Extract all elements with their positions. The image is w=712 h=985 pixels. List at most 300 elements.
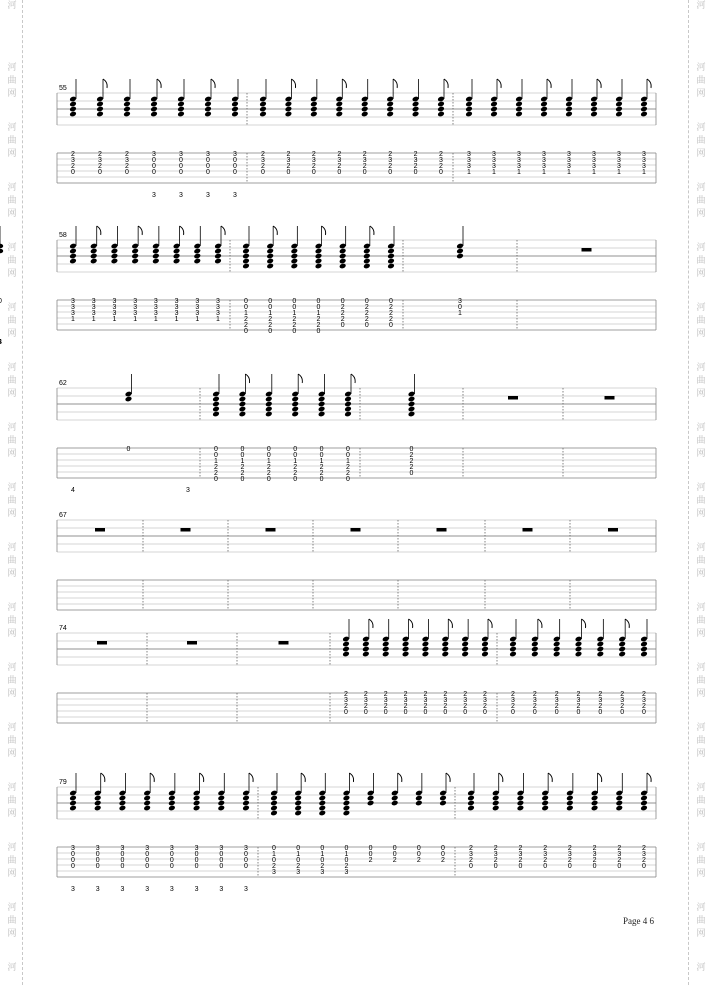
note-head (387, 253, 395, 260)
tab-number: 0 (363, 709, 368, 716)
note-head (415, 800, 423, 807)
note-head (168, 800, 176, 807)
watermark-char: 曲 (7, 796, 17, 806)
note-head (239, 401, 247, 408)
tab-number: 0 (95, 857, 100, 864)
tab-number: 3 (467, 157, 471, 164)
tab-number: 2 (554, 691, 559, 698)
note-head (402, 646, 410, 653)
tab-number: 0 (319, 446, 324, 453)
tab-number: 0 (344, 857, 349, 864)
note-head (239, 396, 247, 403)
tab-number: 3 (261, 157, 265, 164)
tab-number: 3 (493, 851, 498, 858)
chord (618, 619, 629, 716)
measure (69, 79, 239, 199)
watermark-char: 曲 (7, 856, 17, 866)
tab-number: 0 (120, 863, 125, 870)
chord (422, 619, 430, 716)
tab-number: 2 (642, 857, 646, 864)
tab-number: 3 (153, 304, 158, 311)
tab-number: 2 (293, 470, 298, 477)
note-head (640, 795, 648, 802)
watermark-char: 网 (7, 389, 17, 399)
note-head (408, 396, 416, 403)
tab-number: 0 (293, 476, 298, 483)
measure (508, 396, 518, 400)
tab-number: 1 (292, 310, 297, 317)
note-head (94, 805, 102, 812)
watermark-char: 曲 (7, 436, 17, 446)
measure (69, 773, 253, 893)
note-head (540, 106, 548, 113)
note-head (618, 646, 626, 653)
note-head (315, 258, 323, 265)
whole-rest (187, 641, 197, 645)
note-flag (393, 79, 397, 88)
chord (575, 619, 586, 716)
tab-number: 0 (219, 863, 224, 870)
tab-number: 3 (517, 163, 521, 170)
tab-number: 3 (152, 151, 156, 158)
watermark-char: 网 (7, 569, 17, 579)
tab-number: 3 (592, 163, 596, 170)
tab-number: 2 (286, 151, 291, 158)
note-head (168, 805, 176, 812)
note-head (361, 101, 369, 108)
system-55 (57, 79, 656, 199)
note-head (515, 101, 523, 108)
note-head (509, 646, 517, 653)
watermark-char: 曲 (696, 76, 706, 86)
tab-number: 0 (145, 863, 150, 870)
note-head (490, 101, 498, 108)
note-head (217, 800, 225, 807)
page-number: Page 4 6 (623, 916, 654, 926)
note-head (242, 248, 250, 255)
watermark-char: 河 (7, 183, 17, 193)
tab-number: 0 (244, 304, 248, 311)
whole-rest (95, 528, 105, 532)
tab-number: 3 (112, 310, 117, 317)
note-head (615, 101, 623, 108)
tab-number (0, 298, 2, 305)
note-head (367, 795, 375, 802)
note-head (193, 253, 201, 260)
note-head (291, 248, 299, 255)
watermark-char: 河 (7, 603, 17, 613)
tab-number: 0 (71, 851, 75, 858)
note-head (362, 651, 370, 658)
tab-number: 0 (244, 863, 248, 870)
watermark-char: 河 (7, 783, 17, 793)
watermark-char: 曲 (7, 676, 17, 686)
note-flag (409, 619, 413, 628)
tab-number: 0 (268, 304, 273, 311)
note-head (204, 106, 212, 113)
tab-number: 2 (320, 863, 325, 870)
note-head (315, 253, 323, 260)
note-head (96, 101, 104, 108)
tab-number: 2 (389, 310, 393, 317)
note-flag (351, 374, 355, 383)
watermark-char: 曲 (696, 796, 706, 806)
measure (437, 528, 447, 532)
tab-number: 1 (492, 169, 496, 176)
watermark-char: 河 (7, 663, 17, 673)
note-head (242, 795, 250, 802)
note-head (382, 651, 390, 658)
tab-number: 2 (368, 857, 373, 864)
tab-number: 3 (517, 157, 521, 164)
tab-number: 3 (206, 151, 210, 158)
tab-number: 0 (392, 851, 397, 858)
tab-number: 2 (543, 845, 548, 852)
tab-number: 3 (337, 157, 342, 164)
chord (565, 79, 573, 176)
tab-number: 2 (344, 691, 348, 698)
tab-number: 2 (337, 151, 342, 158)
tab-number: 2 (576, 691, 581, 698)
watermark-char: 河 (7, 423, 17, 433)
tab-number: 0 (126, 446, 131, 453)
tab-number: 0 (311, 169, 316, 176)
watermark-char: 网 (7, 809, 17, 819)
note-head (590, 101, 598, 108)
tab-number: 1 (214, 458, 218, 465)
tab-number: 3 (617, 157, 621, 164)
tab-number: 0 (206, 157, 210, 164)
bass-note-number: 3 (206, 192, 210, 199)
tab-number: 1 (296, 851, 301, 858)
note-head (69, 805, 77, 812)
note-head (441, 641, 449, 648)
tab-number: 0 (389, 298, 393, 305)
chord (239, 374, 250, 483)
tab-number: 3 (125, 157, 129, 164)
chord (212, 374, 220, 483)
note-head (177, 106, 185, 113)
note-head (363, 248, 371, 255)
watermark-char: 曲 (696, 856, 706, 866)
note-head (168, 795, 176, 802)
watermark-char: 网 (696, 149, 706, 159)
watermark-char: 河 (696, 1, 706, 11)
watermark-char: 河 (7, 843, 17, 853)
note-head (242, 258, 250, 265)
tab-number: 0 (293, 446, 298, 453)
tab-number: 1 (458, 310, 462, 317)
note-flag (448, 619, 452, 628)
note-flag (150, 773, 154, 782)
note-head (590, 106, 598, 113)
watermark-char: 曲 (696, 376, 706, 386)
tab-number: 3 (492, 151, 496, 158)
tab-number: 2 (311, 163, 316, 170)
system-67 (57, 512, 656, 610)
watermark-char: 河 (7, 903, 17, 913)
note-head (265, 396, 273, 403)
tab-number: 0 (206, 169, 210, 176)
tab-number: 2 (463, 703, 468, 710)
chord (492, 773, 503, 870)
watermark-char: 网 (696, 809, 706, 819)
tab-number: 2 (493, 857, 498, 864)
tab-number: 3 (403, 697, 408, 704)
note-head (492, 805, 500, 812)
note-head (422, 646, 430, 653)
tab-number: 0 (368, 851, 373, 858)
note-head (315, 248, 323, 255)
chord (291, 374, 302, 483)
note-head (412, 101, 420, 108)
note-head (69, 795, 77, 802)
note-head (363, 258, 371, 265)
note-head (615, 800, 623, 807)
note-head (640, 800, 648, 807)
chord (204, 79, 215, 176)
note-head (212, 396, 220, 403)
tab-number: 2 (554, 703, 559, 710)
note-head (143, 795, 151, 802)
note-flag (342, 79, 346, 88)
tab-number: 3 (153, 298, 158, 305)
note-head (422, 641, 430, 648)
note-head (335, 111, 343, 118)
tab-number: 2 (293, 464, 298, 471)
tab-number: 0 (364, 322, 369, 329)
tab-number: 0 (346, 476, 350, 483)
note-head (259, 101, 267, 108)
tab-number: 2 (443, 691, 448, 698)
tab-number: 3 (344, 869, 349, 876)
tab-number: 2 (439, 163, 443, 170)
tab-number: 3 (554, 697, 559, 704)
tab-number: 2 (362, 163, 367, 170)
tab-number: 0 (169, 851, 174, 858)
watermark-char: 网 (696, 569, 706, 579)
note-head (291, 258, 299, 265)
tab-number: 3 (413, 157, 418, 164)
tab-number: 3 (216, 304, 220, 311)
note-flag (349, 773, 353, 782)
tab-number: 1 (71, 316, 75, 323)
chord (441, 619, 452, 716)
tab-number: 0 (458, 304, 462, 311)
chord (94, 773, 105, 870)
tab-number: 2 (511, 691, 515, 698)
note-head (342, 641, 350, 648)
tab-number: 0 (219, 851, 224, 858)
chord (615, 773, 623, 870)
chord (123, 79, 131, 176)
measure-number: 62 (59, 380, 67, 387)
tab-number: 0 (567, 863, 572, 870)
tab-number: 3 (71, 157, 75, 164)
note-head (259, 111, 267, 118)
note-head (640, 646, 648, 653)
tab-number: 2 (441, 857, 445, 864)
tab-number: 0 (346, 452, 350, 459)
note-head (96, 106, 104, 113)
tab-number: 2 (388, 163, 393, 170)
tab-number: 2 (469, 857, 473, 864)
note-head (566, 805, 574, 812)
note-head (615, 805, 623, 812)
chord (387, 226, 395, 329)
whole-rest (605, 396, 615, 400)
watermark-char: 曲 (696, 436, 706, 446)
tab-number: 3 (320, 869, 325, 876)
note-head (318, 401, 326, 408)
measure (605, 396, 615, 400)
tab-number: 3 (423, 697, 428, 704)
tab-number: 0 (320, 857, 325, 864)
whole-rest (582, 248, 592, 252)
tab-number: 0 (261, 169, 265, 176)
tab-number: 2 (272, 863, 276, 870)
tab-number: 0 (441, 851, 445, 858)
tab-number: 0 (642, 863, 646, 870)
tab-number: 0 (120, 857, 125, 864)
tab-number: 2 (598, 703, 603, 710)
tab-number: 1 (319, 458, 324, 465)
measure (0, 226, 3, 346)
tab-number: 3 (91, 304, 96, 311)
tab-number: 2 (71, 163, 75, 170)
measure-number: 55 (59, 85, 67, 92)
note-head (204, 101, 212, 108)
measure (187, 641, 197, 645)
note-head (69, 101, 77, 108)
tab-number: 2 (469, 845, 473, 852)
watermark-char: 网 (696, 629, 706, 639)
bass-note-number: 3 (71, 886, 75, 893)
watermark-char: 网 (696, 689, 706, 699)
note-head (90, 248, 98, 255)
chord (465, 79, 473, 176)
note-head (402, 651, 410, 658)
note-head (318, 800, 326, 807)
measure (181, 528, 191, 532)
watermark-char: 曲 (696, 676, 706, 686)
note-flag (444, 79, 448, 88)
tab-number: 1 (592, 169, 596, 176)
tab-number: 0 (362, 169, 367, 176)
tab-number: 0 (642, 709, 646, 716)
watermark-char: 河 (696, 183, 706, 193)
tab-number: 3 (532, 697, 537, 704)
tab-number: 0 (543, 863, 548, 870)
note-head (618, 641, 626, 648)
note-head (239, 406, 247, 413)
tab-number: 3 (567, 157, 571, 164)
tab-number: 2 (392, 857, 397, 864)
tab-number: 1 (268, 310, 273, 317)
note-head (173, 248, 181, 255)
tab-number: 3 (617, 151, 621, 158)
note-flag (370, 226, 374, 235)
tab-number: 1 (195, 316, 200, 323)
tab-number: 0 (272, 845, 276, 852)
chord (553, 619, 561, 716)
chord (150, 79, 161, 176)
note-head (362, 641, 370, 648)
note-head (640, 111, 648, 118)
measure (95, 528, 105, 532)
tab-number: 3 (120, 845, 125, 852)
watermark-char: 河 (7, 243, 17, 253)
measure (266, 528, 276, 532)
watermark-char: 曲 (7, 76, 17, 86)
tab-number: 0 (125, 169, 129, 176)
tab-number: 0 (268, 298, 273, 305)
note-head (615, 111, 623, 118)
system-74 (57, 619, 656, 723)
measure-number: 58 (59, 232, 67, 239)
note-head (591, 795, 599, 802)
note-flag (101, 773, 105, 782)
tab-number: 0 (344, 709, 348, 716)
tab-number: 3 (71, 310, 75, 317)
note-head (441, 646, 449, 653)
tab-number: 2 (266, 464, 271, 471)
watermark-char: 河 (696, 783, 706, 793)
note-head (173, 253, 181, 260)
tab-number: 0 (439, 169, 443, 176)
note-head (387, 248, 395, 255)
tab-number: 3 (492, 163, 496, 170)
note-head (131, 258, 139, 265)
tab-number: 2 (532, 703, 537, 710)
tab-number: 0 (179, 157, 183, 164)
tab-number: 0 (416, 845, 421, 852)
tab-number: 2 (244, 322, 248, 329)
tab-number: 1 (642, 169, 646, 176)
note-head (193, 805, 201, 812)
note-head (193, 258, 201, 265)
tab-number: 3 (133, 298, 138, 305)
note-head (242, 805, 250, 812)
bass-note-number: 3 (186, 487, 190, 494)
tab-number: 0 (214, 452, 218, 459)
whole-rest (266, 528, 276, 532)
tab-number: 3 (492, 157, 496, 164)
note-head (214, 258, 222, 265)
watermark-char: 曲 (696, 736, 706, 746)
note-head (344, 401, 352, 408)
note-head (618, 651, 626, 658)
tab-number: 2 (532, 691, 537, 698)
whole-rest (181, 528, 191, 532)
chord (566, 773, 574, 870)
chord (152, 226, 160, 323)
tab-number: 3 (311, 157, 316, 164)
tab-number: 0 (392, 845, 397, 852)
tab-number: 2 (383, 691, 388, 698)
note-head (481, 651, 489, 658)
note-head (266, 253, 274, 260)
chord (0, 226, 3, 305)
tab-number: 1 (344, 851, 349, 858)
note-flag (180, 226, 184, 235)
watermark-char: 曲 (7, 316, 17, 326)
watermark-char: 河 (696, 423, 706, 433)
whole-rest (351, 528, 361, 532)
note-flag (597, 79, 601, 88)
tab-number: 2 (244, 316, 248, 323)
note-flag (97, 226, 101, 235)
